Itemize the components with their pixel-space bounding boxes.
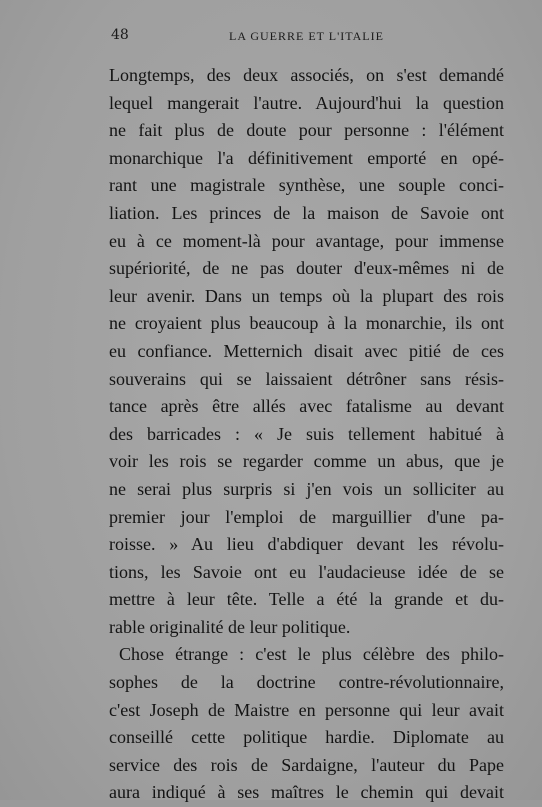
text-line: ne fait plus de doute pour personne : l'élément [109, 120, 504, 141]
text-line: tions, les Savoie ont eu l'audacieuse idée de se [109, 561, 504, 582]
text-line: eu confiance. Metternich disait avec pitié de ces [109, 340, 504, 361]
running-title: LA GUERRE ET L'ITALIE [229, 29, 384, 43]
text-line: lequel mangerait l'autre. Aujourd'hui la question [109, 92, 504, 113]
text-line: des barricades : « Je suis tellement habitué à [109, 423, 504, 444]
text-line: souverains qui se laissaient détrôner sans résis- [109, 368, 504, 389]
text-line: monarchique l'a définitivement emporté en opé- [109, 147, 504, 168]
text-line: liation. Les princes de la maison de Savoie ont [109, 202, 504, 223]
text-line: c'est Joseph de Maistre en personne qui leur avait [109, 699, 504, 720]
text-line: ne serai plus surpris si j'en vois un solliciter au [109, 478, 504, 499]
text-line: Chose étrange : c'est le plus célèbre des philo- [119, 644, 504, 665]
text-line: sophes de la doctrine contre-révolutionnaire, [109, 672, 504, 693]
page-header [111, 27, 502, 47]
text-line: tance après être allés avec fatalisme au devant [109, 396, 504, 417]
text-line: supériorité, de ne pas douter d'eux-mêmes ni de [109, 258, 504, 279]
text-line: leur avenir. Dans un temps où la plupart des rois [109, 285, 504, 306]
text-line: eu à ce moment-là pour avantage, pour immense [109, 230, 504, 251]
text-line: rable originalité de leur politique. [109, 616, 351, 637]
text-line: rant une magistrale synthèse, une souple conci- [109, 175, 504, 196]
text-line: conseillé cette politique hardie. Diplomate au [109, 727, 504, 748]
text-line: aura indiqué à ses maîtres le chemin qui devait [109, 782, 504, 803]
text-line: mettre à leur tête. Telle a été la grande et du- [109, 589, 504, 610]
text-line: Longtemps, des deux associés, on s'est demandé [109, 65, 504, 85]
text-line: ne croyaient plus beaucoup à la monarchie, ils ont [109, 313, 504, 334]
page-number: 48 [111, 27, 129, 43]
text-line: service des rois de Sardaigne, l'auteur du Pape [109, 754, 504, 775]
text-line: voir les rois se regarder comme un abus, que je [109, 451, 504, 472]
body-text [109, 62, 504, 807]
text-line: premier jour l'emploi de marguillier d'une pa- [109, 506, 504, 527]
text-line: roisse. » Au lieu d'abdiquer devant les révolu- [109, 534, 504, 555]
